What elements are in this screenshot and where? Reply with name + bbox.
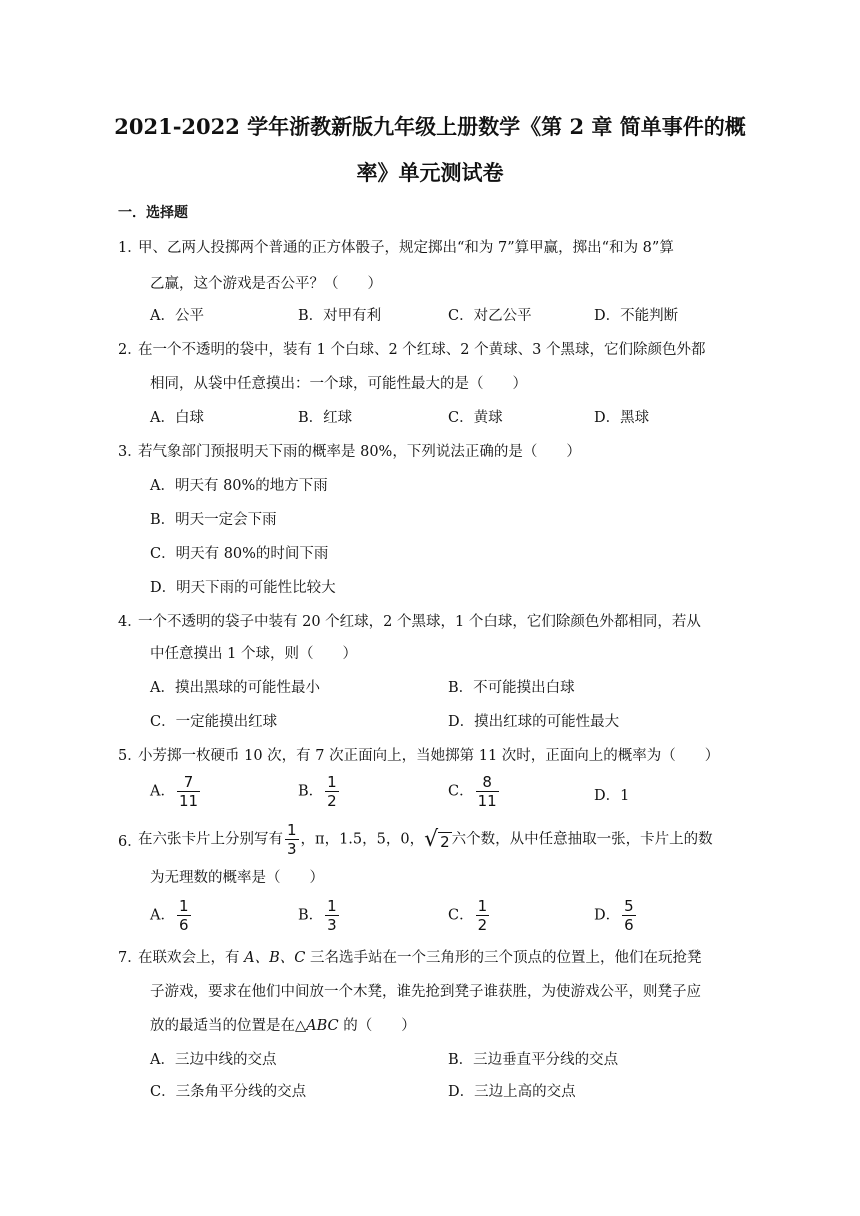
numerator: 1 (477, 897, 488, 915)
question-number: 3． (118, 444, 142, 460)
numerator: 1 (178, 897, 189, 915)
fraction (177, 774, 200, 809)
section-heading: 一．选择题 (118, 205, 188, 221)
option-b (298, 898, 341, 933)
question-text: 在一个不透明的袋中，装有 1 个白球、2 个红球、2 个黄球、3 个黑球，它们除颜色外都 (138, 342, 706, 358)
text-fragment: 放的最适当的位置是在△ (150, 1018, 307, 1034)
question-text (138, 822, 713, 857)
option-d (594, 898, 638, 933)
text-fragment: 三名选手站在一个三角形的三个顶点的位置上，他们在玩抢凳 (305, 950, 702, 966)
option-value: 1 (620, 788, 630, 804)
question-text: 若气象部门预报明天下雨的概率是 80%，下列说法正确的是（ ） (138, 444, 581, 460)
option-d: D．黑球 (594, 410, 650, 426)
option-a (150, 774, 202, 809)
point-labels: A、B、C (244, 950, 306, 966)
question-text: 一个不透明的袋子中装有 20 个红球，2 个黑球，1 个白球，它们除颜色外都相同，若从 (138, 614, 701, 630)
option-d: D．三边上高的交点 (448, 1084, 576, 1100)
option-c: C．明天有 80%的时间下雨 (150, 546, 329, 562)
option-d: D．摸出红球的可能性最大 (448, 714, 620, 730)
denominator: 2 (477, 916, 488, 934)
question-text: 子游戏，要求在他们中间放一个木凳，谁先抢到凳子谁获胜，为使游戏公平，则凳子应 (150, 984, 701, 1000)
denominator: 6 (178, 916, 189, 934)
question-number: 1． (118, 240, 142, 256)
radical-sign: √ (424, 826, 439, 852)
fraction (622, 898, 636, 933)
fraction (177, 898, 191, 933)
question-text: 中任意摸出 1 个球，则（ ） (150, 646, 357, 662)
denominator: 2 (327, 792, 337, 810)
option-a: A．公平 (150, 308, 204, 324)
option-a: A．三边中线的交点 (150, 1052, 277, 1068)
doc-title-line1: 2021-2022 学年浙教新版九年级上册数学《第 2 章 简单事件的概 (114, 114, 746, 139)
question-number: 4． (118, 614, 142, 630)
question-text (150, 1014, 416, 1035)
option-c (448, 774, 501, 809)
text-fragment: 六个数，从中任意抽取一张，卡片上的数 (451, 831, 713, 848)
denominator: 11 (178, 792, 199, 810)
option-d: D．不能判断 (594, 308, 679, 324)
option-label: B． (298, 907, 324, 924)
question-number: 6． (118, 834, 142, 850)
numerator: 8 (482, 773, 492, 791)
doc-title-line2: 率》单元测试卷 (356, 160, 504, 185)
option-d: D．明天下雨的可能性比较大 (150, 580, 336, 596)
option-a (150, 898, 193, 933)
option-label: A． (150, 783, 175, 800)
question-text (138, 946, 701, 967)
denominator: 6 (624, 916, 634, 934)
option-b: B．不可能摸出白球 (448, 680, 575, 696)
text-fragment: 在六张卡片上分别写有 (138, 831, 283, 848)
question-text: 乙赢，这个游戏是否公平？（ ） (150, 276, 382, 292)
question-text: 为无理数的概率是（ ） (150, 870, 324, 886)
option-b: B．三边垂直平分线的交点 (448, 1052, 619, 1068)
option-label: B． (298, 783, 324, 800)
option-c: C．黄球 (448, 410, 503, 426)
numerator: 5 (624, 897, 634, 915)
numerator: 1 (327, 773, 337, 791)
fraction (325, 774, 339, 809)
option-b: B．明天一定会下雨 (150, 512, 277, 528)
question-text: 相同，从袋中任意摸出：一个球，可能性最大的是（ ） (150, 376, 527, 392)
numerator: 7 (183, 773, 194, 791)
denominator: 11 (477, 792, 497, 810)
option-c: C．一定能摸出红球 (150, 714, 278, 730)
option-label: D． (594, 788, 621, 804)
fraction (325, 898, 339, 933)
triangle-label: ABC (306, 1018, 339, 1034)
fraction (476, 898, 490, 933)
question-number: 5． (118, 748, 142, 764)
option-d (594, 784, 629, 805)
option-c: C．三条角平分线的交点 (150, 1084, 307, 1100)
square-root (424, 826, 452, 852)
option-a: A．白球 (150, 410, 204, 426)
option-a: A．摸出黑球的可能性最小 (150, 680, 320, 696)
text-fragment: 在联欢会上，有 (138, 950, 245, 966)
option-label: C． (448, 783, 474, 800)
option-b: B．红球 (298, 410, 353, 426)
numerator: 1 (287, 821, 297, 839)
numerator: 1 (327, 897, 337, 915)
option-b: B．对甲有利 (298, 308, 382, 324)
option-label: D． (594, 907, 621, 924)
option-c: C．对乙公平 (448, 308, 532, 324)
radicand: 2 (440, 832, 450, 851)
question-text: 小芳掷一枚硬币 10 次，有 7 次正面向上，当她掷第 11 次时，正面向上的概率为（ ） (138, 748, 720, 764)
question-number: 7． (118, 950, 142, 966)
option-label: C． (448, 907, 474, 924)
text-fragment: ，π，1.5，5，0， (300, 831, 425, 848)
fraction (285, 822, 299, 857)
option-a: A．明天有 80%的地方下雨 (150, 478, 328, 494)
question-number: 2． (118, 342, 142, 358)
fraction (476, 774, 499, 809)
option-label: A． (150, 907, 175, 924)
denominator: 3 (287, 840, 297, 858)
denominator: 3 (327, 916, 337, 934)
option-b (298, 774, 341, 809)
text-fragment: 的（ ） (338, 1018, 416, 1034)
option-c (448, 898, 491, 933)
question-text: 甲、乙两人投掷两个普通的正方体骰子，规定掷出“和为 7”算甲赢，掷出“和为 8”算 (138, 240, 674, 256)
